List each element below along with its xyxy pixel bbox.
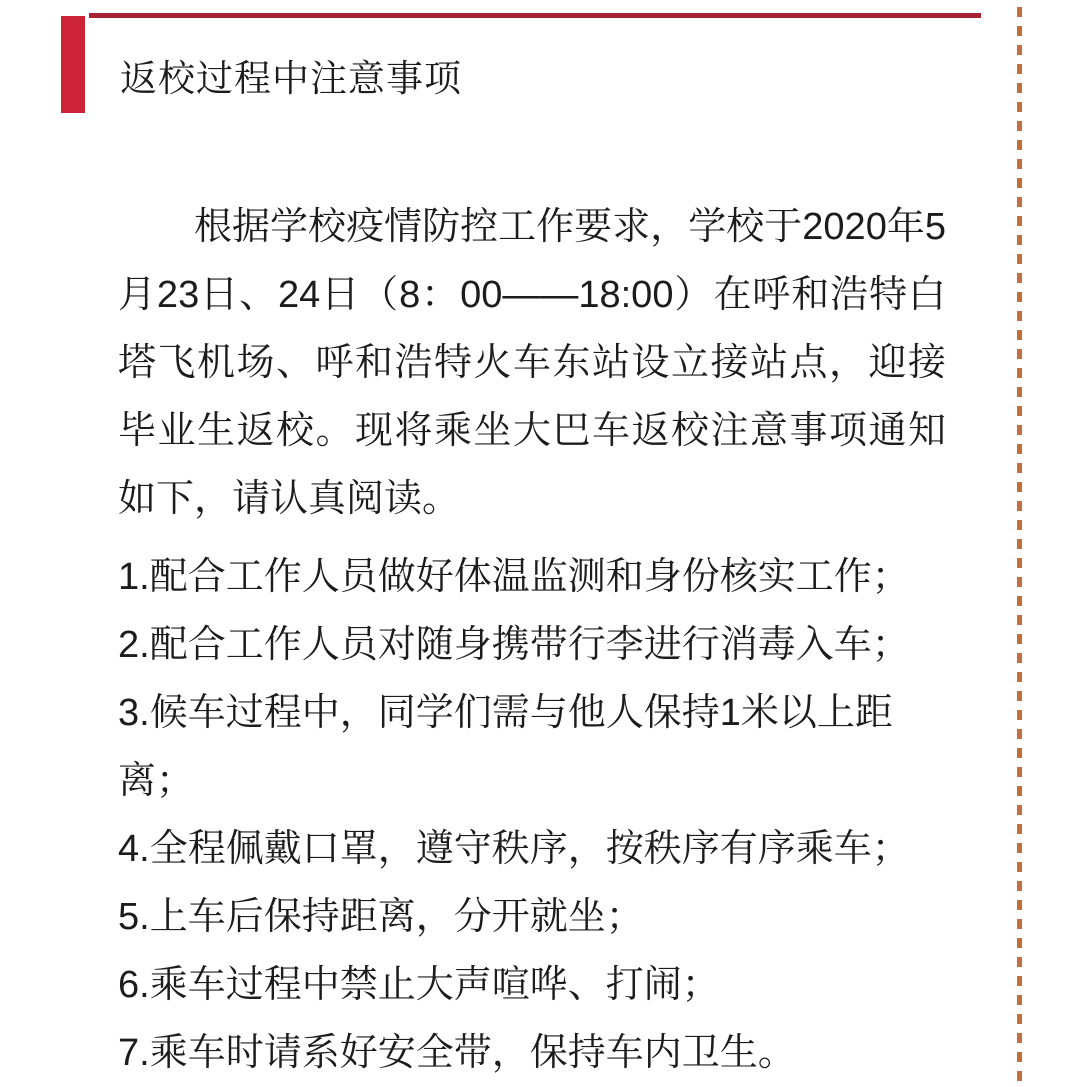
notice-content	[118, 193, 946, 1087]
notice-item: 1.配合工作人员做好体温监测和身份核实工作；	[118, 556, 910, 598]
notice-item: 5.上车后保持距离，分开就坐；	[118, 896, 644, 938]
title-accent-bar	[61, 16, 85, 113]
page-title: 返校过程中注意事项	[120, 58, 462, 99]
notice-item: 2.配合工作人员对随身携带行李进行消毒入车；	[118, 624, 910, 666]
top-rule	[89, 13, 981, 18]
notice-item: 4.全程佩戴口罩，遵守秩序，按秩序有序乘车；	[118, 828, 910, 870]
right-dashed-divider	[1017, 7, 1022, 1082]
notice-list	[118, 543, 946, 1087]
notice-item: 3.候车过程中，同学们需与他人保持1米以上距离；	[118, 692, 893, 802]
intro-paragraph: 根据学校疫情防控工作要求，学校于2020年5月23日、24日（8：00——18:00）在呼和浩特白塔飞机场、呼和浩特火车东站设立接站点，迎接毕业生返校。现将乘坐大巴车返校注意事项通知如下，请认真阅读。	[118, 206, 946, 520]
notice-item: 7.乘车时请系好安全带，保持车内卫生。	[118, 1032, 796, 1074]
notice-item: 6.乘车过程中禁止大声喧哗、打闹；	[118, 964, 720, 1006]
